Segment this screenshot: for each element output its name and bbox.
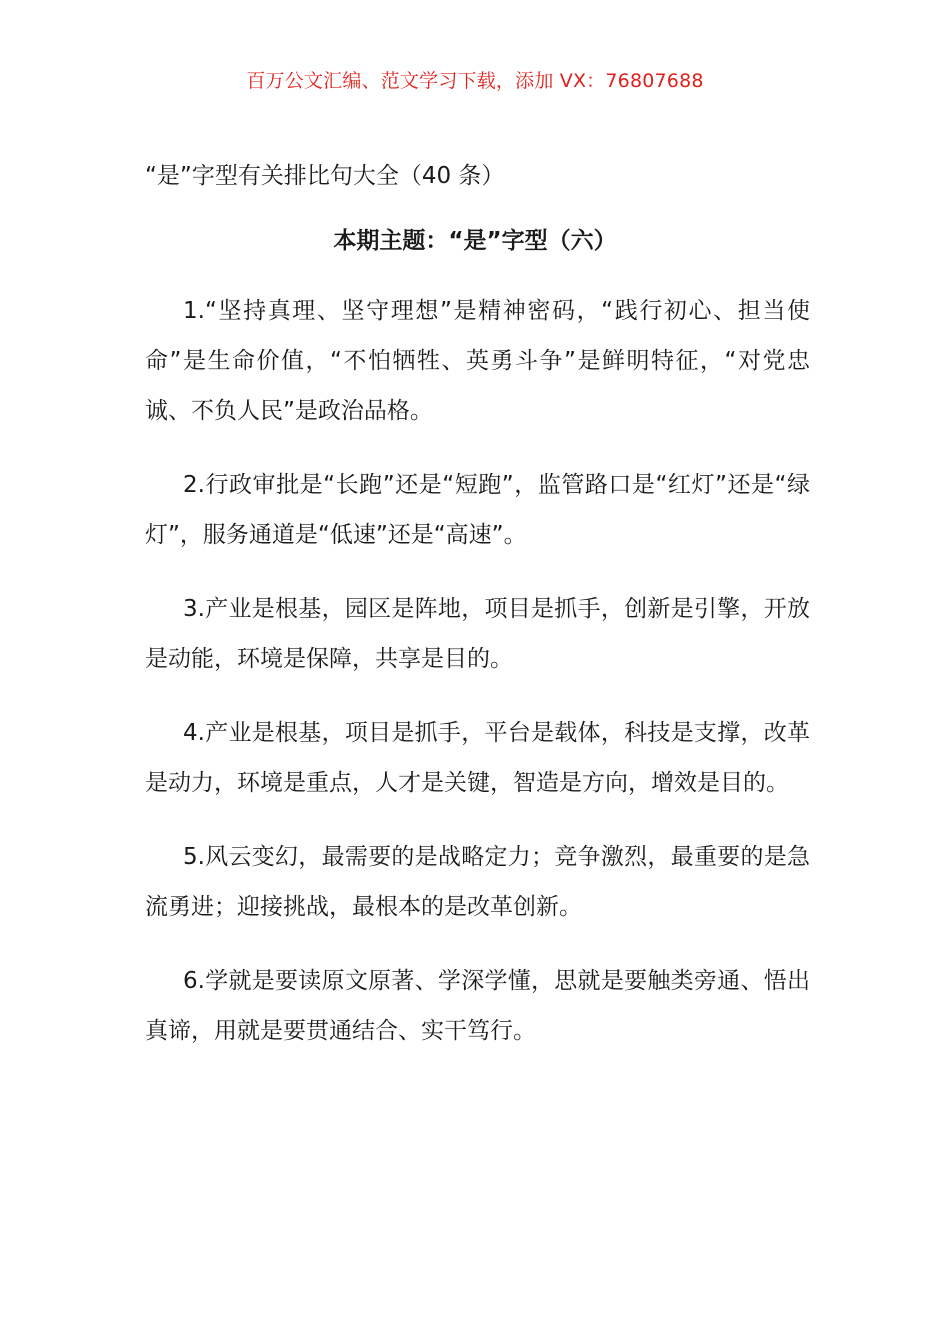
paragraph-4: 4.产业是根基，项目是抓手，平台是载体，科技是支撑，改革是动力，环境是重点，人才是关键，智造是方向，增效是目的。 (145, 720, 810, 796)
paragraph-2: 2.行政审批是“长跑”还是“短跑”，监管路口是“红灯”还是“绿灯”，服务通道是“低速”还是“高速”。 (145, 472, 810, 548)
document-body (145, 286, 810, 1080)
paragraph-3: 3.产业是根基，园区是阵地，项目是抓手，创新是引擎，开放是动能，环境是保障，共享是目的。 (145, 596, 810, 672)
paragraph-6: 6.学就是要读原文原著、学深学懂，思就是要触类旁通、悟出真谛，用就是要贯通结合、实干笃行。 (145, 968, 810, 1044)
document-subtitle: 本期主题：“是”字型（六） (333, 228, 617, 254)
header-banner: 百万公文汇编、范文学习下载，添加 VX：76807688 (246, 70, 704, 92)
paragraph-5: 5.风云变幻，最需要的是战略定力；竞争激烈，最重要的是急流勇进；迎接挑战，最根本的是改革创新。 (145, 844, 810, 920)
paragraph-1: 1.“坚持真理、坚守理想”是精神密码，“践行初心、担当使命”是生命价值，“不怕牺牲、英勇斗争”是鲜明特征，“对党忠诚、不负人民”是政治品格。 (145, 298, 810, 424)
document-title: “是”字型有关排比句大全（40 条） (145, 163, 505, 189)
